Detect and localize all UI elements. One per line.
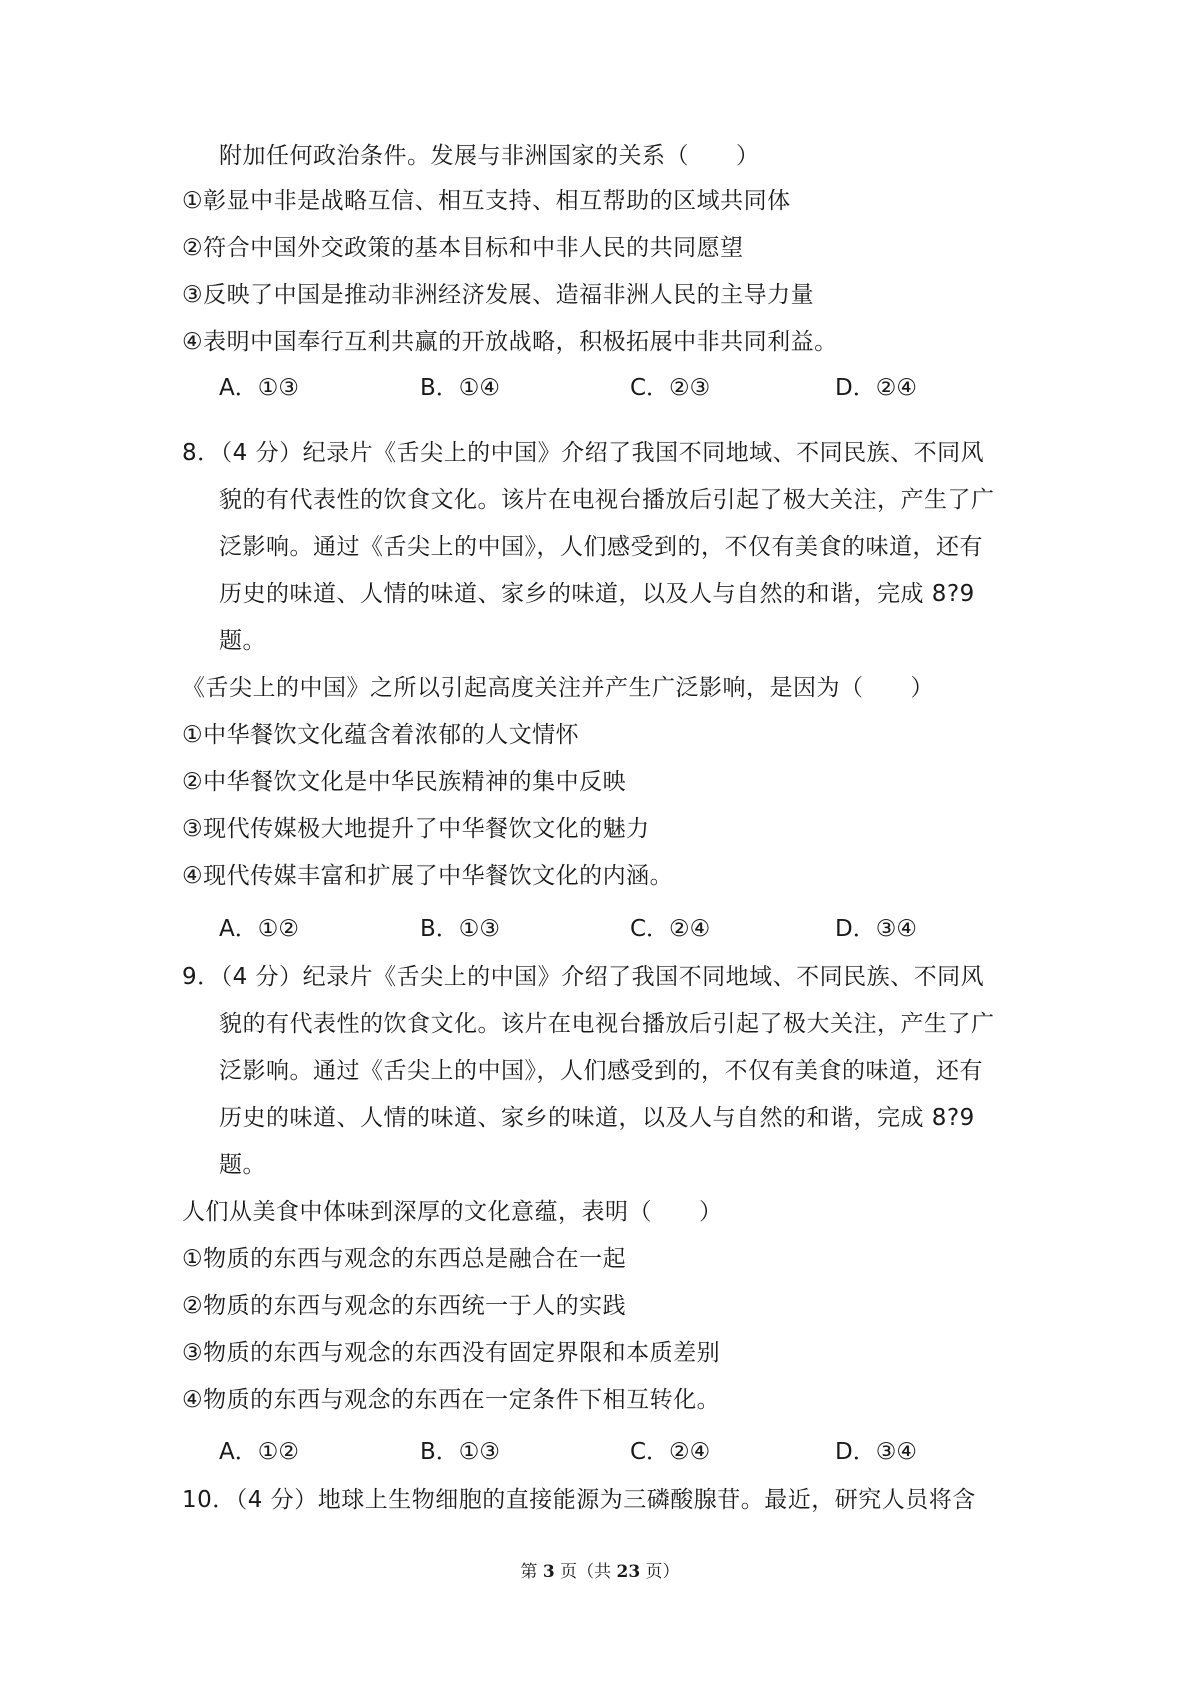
question-9-item-4: ④物质的东西与观念的东西在一定条件下相互转化。 [182, 1387, 721, 1413]
question-8-item-2: ②中华餐饮文化是中华民族精神的集中反映 [182, 769, 627, 795]
question-8-prompt: 《舌尖上的中国》之所以引起高度关注并产生广泛影响，是因为（ ） [182, 675, 934, 701]
question-9-option-d: D．③④ [835, 1439, 917, 1465]
question-7-item-3: ③反映了中国是推动非洲经济发展、造福非洲人民的主导力量 [182, 282, 815, 308]
question-7-option-b: B．①④ [420, 375, 501, 401]
question-9-line-3: 泛影响。通过《舌尖上的中国》，人们感受到的，不仅有美食的味道，还有 [219, 1058, 983, 1084]
question-10-line-1: 10．（4 分）地球上生物细胞的直接能源为三磷酸腺苷。最近，研究人员将含 [182, 1487, 976, 1513]
question-9-option-a: A．①② [219, 1439, 299, 1465]
question-7-option-c: C．②③ [630, 375, 711, 401]
question-9-item-3: ③物质的东西与观念的东西没有固定界限和本质差别 [182, 1340, 721, 1366]
question-8-option-d: D．③④ [835, 916, 917, 942]
question-7-option-a: A．①③ [219, 375, 299, 401]
question-7-item-1: ①彰显中非是战略互信、相互支持、相互帮助的区域共同体 [182, 188, 791, 214]
question-9-item-1: ①物质的东西与观念的东西总是融合在一起 [182, 1246, 627, 1272]
question-8-line-4: 历史的味道、人情的味道、家乡的味道，以及人与自然的和谐，完成 8?9 [219, 581, 975, 607]
question-8-line-1: 8．（4 分）纪录片《舌尖上的中国》介绍了我国不同地域、不同民族、不同风 [182, 440, 985, 466]
footer-mid: 页（共 [554, 1562, 617, 1582]
question-9-option-c: C．②④ [630, 1439, 711, 1465]
question-7-stem-end: 附加任何政治条件。发展与非洲国家的关系（ ） [219, 143, 760, 169]
question-8-option-c: C．②④ [630, 916, 711, 942]
footer-suffix: 页） [640, 1562, 680, 1582]
question-7-item-4: ④表明中国奉行互利共赢的开放战略，积极拓展中非共同利益。 [182, 329, 838, 355]
question-9-line-2: 貌的有代表性的饮食文化。该片在电视台播放后引起了极大关注，产生了广 [219, 1011, 995, 1037]
question-9-item-2: ②物质的东西与观念的东西统一于人的实践 [182, 1293, 627, 1319]
question-9-line-4: 历史的味道、人情的味道、家乡的味道，以及人与自然的和谐，完成 8?9 [219, 1105, 975, 1131]
question-7-option-d: D．②④ [835, 375, 917, 401]
question-8-item-1: ①中华餐饮文化蕴含着浓郁的人文情怀 [182, 722, 580, 748]
question-8-item-3: ③现代传媒极大地提升了中华餐饮文化的魅力 [182, 816, 650, 842]
question-8-item-4: ④现代传媒丰富和扩展了中华餐饮文化的内涵。 [182, 863, 674, 889]
question-8-line-2: 貌的有代表性的饮食文化。该片在电视台播放后引起了极大关注，产生了广 [219, 487, 995, 513]
question-9-option-b: B．①③ [420, 1439, 501, 1465]
question-9-line-5: 题。 [219, 1152, 266, 1178]
question-9-prompt: 人们从美食中体味到深厚的文化意蕴，表明（ ） [182, 1199, 723, 1225]
question-7-item-2: ②符合中国外交政策的基本目标和中非人民的共同愿望 [182, 235, 744, 261]
question-8-option-a: A．①② [219, 916, 299, 942]
footer-prefix: 第 [520, 1562, 543, 1582]
question-8-line-3: 泛影响。通过《舌尖上的中国》，人们感受到的，不仅有美食的味道，还有 [219, 534, 983, 560]
footer-total-pages: 23 [616, 1562, 641, 1582]
page-footer [0, 1560, 1200, 1584]
question-8-option-b: B．①③ [420, 916, 501, 942]
footer-page-number: 3 [542, 1562, 555, 1582]
question-8-line-5: 题。 [219, 628, 266, 654]
question-9-line-1: 9．（4 分）纪录片《舌尖上的中国》介绍了我国不同地域、不同民族、不同风 [182, 964, 985, 990]
